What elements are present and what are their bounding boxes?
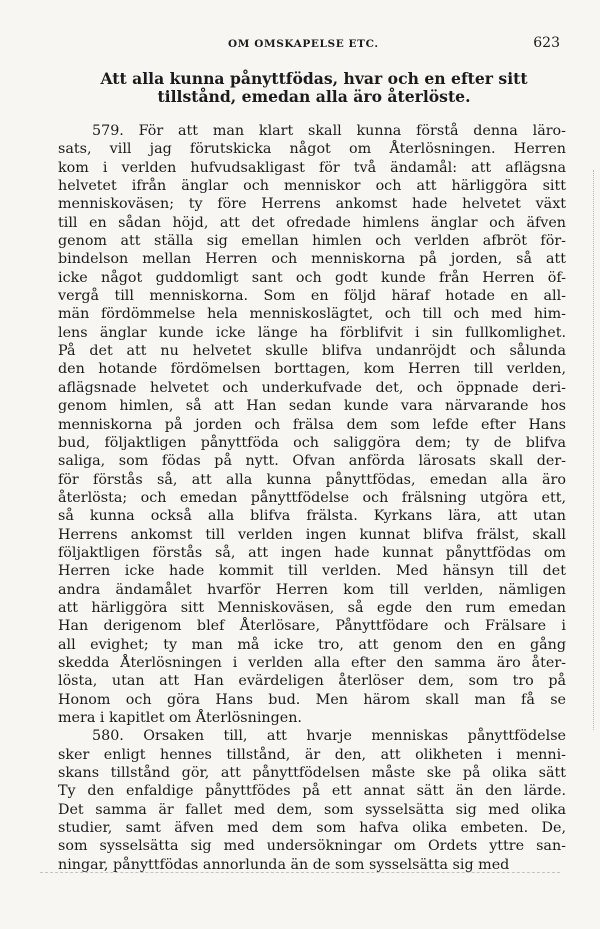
page-number: 623: [533, 35, 560, 51]
running-head: [58, 35, 570, 56]
text-line: bud, följaktligen pånyttföda och saliggöra dem; ty de blifva: [58, 434, 566, 451]
text-line: helvetet ifrån änglar och menniskor och att härliggöra sitt: [58, 178, 566, 195]
text-line: Honom och göra Hans bud. Men härom skall man få se: [58, 691, 566, 708]
text-line: som sysselsätta sig med undersökningar om Ordets yttre san-: [58, 838, 566, 855]
section-heading-line-2: tillstånd, emedan alla äro återlöste.: [157, 87, 471, 106]
text-line: ningar, pånyttfödas annorlunda än de som sysselsätta sig med: [58, 856, 510, 873]
text-line: aflägsnade helvetet och underkufvade det, och öppnade deri-: [58, 379, 566, 396]
text-line: sker enligt hennes tillstånd, är den, att olikheten i menni-: [58, 746, 566, 763]
text-line: lösta, utan att Han evärdeligen återlöser dem, som tro på: [58, 673, 566, 690]
text-line: Herrens ankomst till verlden ingen kunnat blifva frälst, skall: [58, 526, 566, 543]
text-line: så kunna också alla blifva frälsta. Kyrkans lära, att utan: [58, 508, 566, 525]
text-line: kom i verlden hufvudsakligast för två ändamål: att aflägsna: [58, 159, 566, 176]
text-line: återlösta; och emedan pånyttfödelse och frälsning utgöra ett,: [58, 489, 566, 506]
text-line: män fördömmelse hela menniskoslägtet, och till och med him-: [58, 306, 566, 323]
text-line: till en sådan höjd, att det ofredade himlens änglar och äfven: [58, 214, 566, 231]
text-line: skans tillstånd gör, att pånyttfödelsen måste ske på olika sätt: [58, 765, 566, 782]
text-line: för förstås så, att alla kunna pånyttfödas, emedan alla äro: [58, 471, 566, 488]
text-line: vergå till menniskorna. Som en följd häraf hotade en all-: [58, 288, 566, 305]
text-line: 579. För att man klart skall kunna förstå denna läro-: [92, 123, 566, 139]
text-line: bindelson mellan Herren och menniskorna på jorden, så att: [58, 251, 566, 268]
text-line: att härliggöra sitt Menniskoväsen, så egde den rum emedan: [58, 599, 566, 616]
text-line: den hotande fördömelsen borttagen, kom Herren till verlden,: [58, 361, 566, 378]
text-line: genom att ställa sig emellan himlen och verlden afbröt för-: [58, 233, 566, 250]
section-heading: [58, 70, 570, 106]
text-line: Det samma är fallet med dem, som sysselsätta sig med olika: [58, 801, 566, 818]
book-page: [58, 0, 570, 929]
text-line: Han derigenom blef Återlösare, Pånyttfödare och Frälsare i: [58, 618, 566, 635]
text-line: menniskoväsen; ty före Herrens ankomst hade helvetet växt: [58, 196, 566, 213]
text-line: menniskorna på jorden och frälsa dem som lefde efter Hans: [58, 416, 566, 433]
section-heading-line-1: Att alla kunna pånyttfödas, hvar och en efter sitt: [100, 69, 528, 88]
text-line: lens änglar kunde icke länge ha förblifvit i sin fullkomlighet.: [58, 324, 566, 341]
text-line: skedda Återlösningen i verlden alla efter den samma äro åter-: [58, 654, 566, 671]
text-line: 580. Orsaken till, att hvarje menniskas pånyttfödelse: [92, 728, 566, 745]
text-line: all evighet; ty man må icke tro, att genom den en gång: [58, 636, 566, 653]
page-edge-marks: [589, 170, 594, 730]
text-line: icke något guddomligt sant och godt kunde från Herren öf-: [58, 269, 566, 286]
body-text: [58, 122, 566, 874]
running-title: OM OMSKAPELSE ETC.: [228, 38, 379, 50]
text-line: saliga, som födas på nytt. Ofvan anförda lärosats skall der-: [58, 453, 566, 470]
text-line: genom himlen, så att Han sedan kunde vara närvarande hos: [58, 398, 566, 415]
text-line: studier, samt äfven med dem som hafva olika embeten. De,: [58, 820, 566, 837]
text-line: följaktligen förstås så, att ingen hade kunnat pånyttfödas om: [58, 544, 566, 561]
text-line: Ty den enfaldige pånyttfödes på ett annat sätt än den lärde.: [58, 783, 566, 800]
text-line: mera i kapitlet om Återlösningen.: [58, 710, 302, 726]
bottom-edge-rule: [40, 872, 560, 873]
text-line: På det att nu helvetet skulle blifva undanröjdt och sålunda: [58, 343, 566, 360]
text-line: Herren icke hade kommit till verlden. Med hänsyn till det: [58, 563, 566, 580]
text-line: sats, vill jag förutskicka något om Återlösningen. Herren: [58, 141, 566, 158]
text-line: andra ändamålet hvarför Herren kom till verlden, nämligen: [58, 581, 566, 598]
